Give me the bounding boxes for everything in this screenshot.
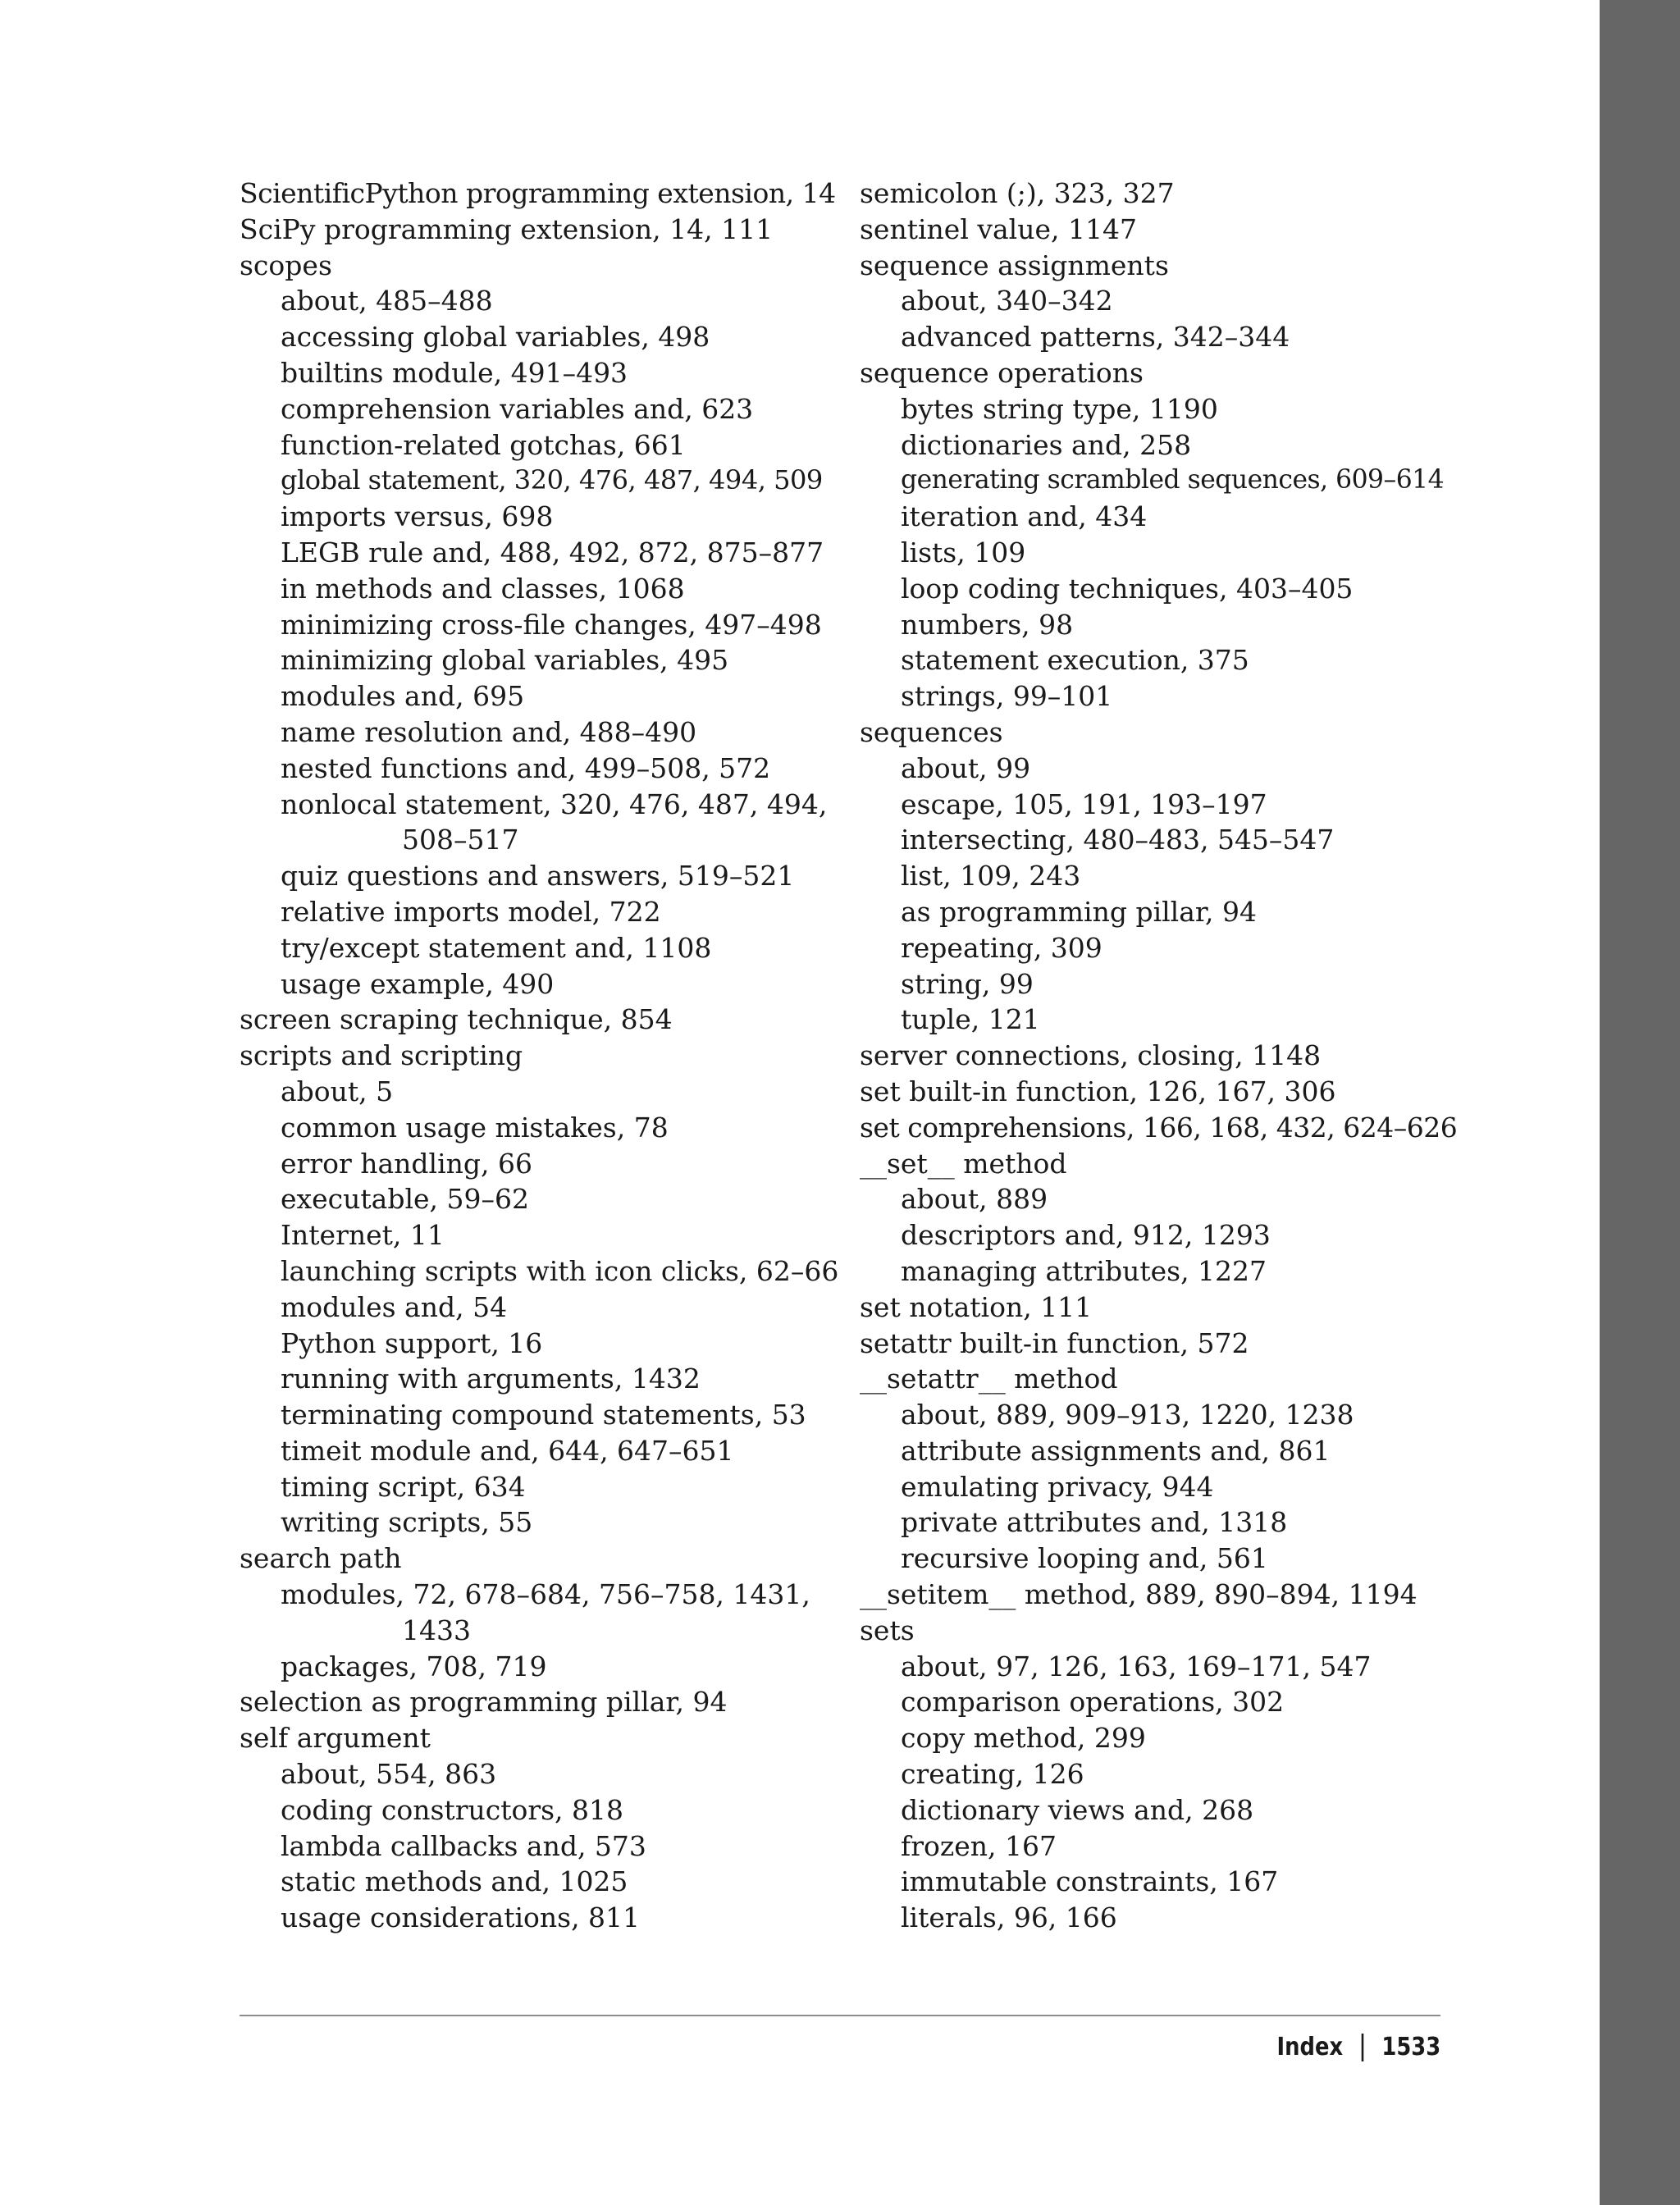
- index-subentry: usage example, 490: [281, 967, 555, 1000]
- footer-separator: [1361, 2034, 1363, 2061]
- index-subentry: running with arguments, 1432: [281, 1363, 701, 1395]
- index-entry: selection as programming pillar, 94: [240, 1686, 728, 1719]
- thumb-tab: [1600, 0, 1680, 2205]
- index-subentry: about, 99: [901, 751, 1031, 784]
- index-subentry: error handling, 66: [281, 1147, 532, 1180]
- index-subentry: comparison operations, 302: [901, 1686, 1285, 1719]
- index-subentry: comprehension variables and, 623: [281, 392, 754, 425]
- index-subentry: global statement, 320, 476, 487, 494, 509: [281, 464, 823, 496]
- index-entry: sequence operations: [860, 356, 1144, 389]
- index-subentry: timeit module and, 644, 647–651: [281, 1434, 734, 1467]
- index-subentry: loop coding techniques, 403–405: [901, 572, 1354, 605]
- index-subentry: private attributes and, 1318: [901, 1506, 1288, 1539]
- index-subentry: coding constructors, 818: [281, 1793, 624, 1826]
- index-subentry: advanced patterns, 342–344: [901, 321, 1290, 354]
- index-subentry: nonlocal statement, 320, 476, 487, 494,: [281, 788, 828, 820]
- index-entry: ScientificPython programming extension, 14: [240, 177, 836, 209]
- index-subentry: repeating, 309: [901, 931, 1102, 964]
- index-subentry: as programming pillar, 94: [901, 895, 1258, 928]
- index-subentry: dictionary views and, 268: [901, 1793, 1254, 1826]
- index-subentry: intersecting, 480–483, 545–547: [901, 824, 1335, 856]
- index-subentry: function-related gotchas, 661: [281, 428, 686, 461]
- index-subentry: name resolution and, 488–490: [281, 715, 697, 748]
- index-entry: __setitem__ method, 889, 890–894, 1194: [860, 1578, 1418, 1611]
- index-subentry: try/except statement and, 1108: [281, 931, 712, 964]
- index-subentry: copy method, 299: [901, 1722, 1146, 1755]
- index-subentry: accessing global variables, 498: [281, 321, 710, 354]
- index-entry: SciPy programming extension, 14, 111: [240, 212, 774, 245]
- index-subentry: about, 340–342: [901, 285, 1113, 317]
- index-entry: server connections, closing, 1148: [860, 1039, 1322, 1072]
- index-subentry: generating scrambled sequences, 609–614: [901, 465, 1445, 495]
- index-subentry: common usage mistakes, 78: [281, 1111, 669, 1144]
- index-subentry: escape, 105, 191, 193–197: [901, 788, 1267, 820]
- index-subentry: lambda callbacks and, 573: [281, 1829, 646, 1862]
- index-subentry: iteration and, 434: [901, 500, 1148, 533]
- index-subentry: frozen, 167: [901, 1829, 1057, 1862]
- index-subentry: launching scripts with icon clicks, 62–66: [281, 1254, 839, 1287]
- index-entry: self argument: [240, 1722, 431, 1755]
- index-subentry: static methods and, 1025: [281, 1865, 628, 1898]
- index-subentry: attribute assignments and, 861: [901, 1434, 1331, 1467]
- index-subentry: writing scripts, 55: [281, 1506, 533, 1539]
- index-continuation: 508–517: [402, 824, 519, 856]
- index-subentry: descriptors and, 912, 1293: [901, 1219, 1271, 1252]
- index-entry: set built-in function, 126, 167, 306: [860, 1075, 1336, 1107]
- index-subentry: minimizing cross-file changes, 497–498: [281, 608, 822, 641]
- index-subentry: about, 554, 863: [281, 1758, 497, 1791]
- footer-section-label: Index: [1276, 2033, 1343, 2061]
- index-entry: __set__ method: [860, 1147, 1067, 1180]
- index-column-left: [240, 176, 838, 1936]
- index-subentry: relative imports model, 722: [281, 895, 661, 928]
- index-entry: search path: [240, 1542, 402, 1575]
- index-subentry: quiz questions and answers, 519–521: [281, 860, 795, 892]
- index-entry: screen scraping technique, 854: [240, 1003, 673, 1036]
- index-entry: set notation, 111: [860, 1290, 1093, 1323]
- index-entry: sentinel value, 1147: [860, 212, 1137, 245]
- index-entry: sequences: [860, 715, 1003, 748]
- index-column-right: [860, 176, 1459, 1936]
- index-subentry: about, 5: [281, 1075, 394, 1107]
- index-entry: __setattr__ method: [860, 1363, 1118, 1395]
- index-subentry: strings, 99–101: [901, 680, 1113, 713]
- footer-rule: [240, 2015, 1440, 2016]
- index-entry: sequence assignments: [860, 249, 1169, 281]
- index-subentry: recursive looping and, 561: [901, 1542, 1268, 1575]
- index-subentry: nested functions and, 499–508, 572: [281, 751, 771, 784]
- index-subentry: lists, 109: [901, 536, 1026, 568]
- index-subentry: creating, 126: [901, 1758, 1084, 1791]
- index-subentry: managing attributes, 1227: [901, 1254, 1267, 1287]
- index-entry: setattr built-in function, 572: [860, 1326, 1249, 1359]
- index-entry: sets: [860, 1614, 915, 1646]
- index-subentry: minimizing global variables, 495: [281, 644, 729, 677]
- index-subentry: literals, 96, 166: [901, 1901, 1117, 1934]
- index-subentry: builtins module, 491–493: [281, 356, 628, 389]
- index-subentry: immutable constraints, 167: [901, 1865, 1279, 1898]
- index-subentry: modules and, 54: [281, 1290, 508, 1323]
- index-subentry: packages, 708, 719: [281, 1650, 547, 1682]
- index-subentry: in methods and classes, 1068: [281, 572, 685, 605]
- page-footer: [1276, 2029, 1440, 2066]
- index-entry: set comprehensions, 166, 168, 432, 624–626: [860, 1111, 1458, 1144]
- index-subentry: numbers, 98: [901, 608, 1074, 641]
- index-subentry: about, 485–488: [281, 285, 493, 317]
- index-subentry: emulating privacy, 944: [901, 1470, 1214, 1503]
- index-subentry: modules, 72, 678–684, 756–758, 1431,: [281, 1578, 810, 1611]
- index-subentry: Python support, 16: [281, 1326, 543, 1359]
- index-subentry: tuple, 121: [901, 1003, 1040, 1036]
- index-entry: scopes: [240, 249, 332, 281]
- index-entry: scripts and scripting: [240, 1039, 523, 1072]
- index-subentry: statement execution, 375: [901, 644, 1249, 677]
- index-entry: semicolon (;), 323, 327: [860, 177, 1175, 209]
- index-subentry: about, 97, 126, 163, 169–171, 547: [901, 1650, 1372, 1682]
- index-subentry: dictionaries and, 258: [901, 428, 1192, 461]
- index-subentry: bytes string type, 1190: [901, 392, 1218, 425]
- page-number: 1533: [1381, 2033, 1440, 2061]
- index-subentry: about, 889, 909–913, 1220, 1238: [901, 1399, 1354, 1431]
- index-subentry: Internet, 11: [281, 1219, 445, 1252]
- index-subentry: modules and, 695: [281, 680, 525, 713]
- index-subentry: imports versus, 698: [281, 500, 554, 533]
- index-subentry: usage considerations, 811: [281, 1901, 641, 1934]
- index-subentry: terminating compound statements, 53: [281, 1399, 806, 1431]
- index-subentry: LEGB rule and, 488, 492, 872, 875–877: [281, 536, 824, 568]
- index-subentry: timing script, 634: [281, 1470, 526, 1503]
- index-subentry: string, 99: [901, 967, 1034, 1000]
- index-continuation: 1433: [402, 1614, 471, 1646]
- index-subentry: list, 109, 243: [901, 860, 1081, 892]
- index-subentry: executable, 59–62: [281, 1183, 530, 1216]
- index-subentry: about, 889: [901, 1183, 1048, 1216]
